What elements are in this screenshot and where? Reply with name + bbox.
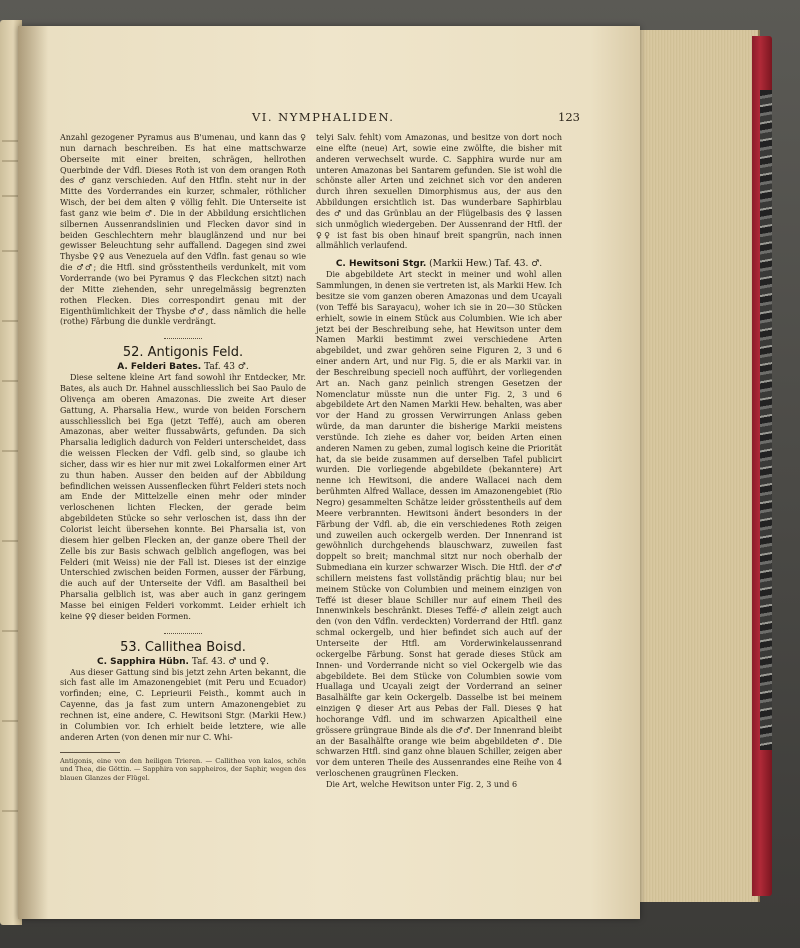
genus-heading-callithea: 53. Callithea Boisd. — [120, 639, 246, 655]
gutter-shadow — [18, 26, 48, 919]
paragraph: Die Art, welche Hewitson unter Fig. 2, 3 und 6 — [326, 779, 518, 789]
section-divider — [60, 334, 306, 340]
species-heading-sapphira — [60, 656, 306, 668]
page-number: 123 — [558, 110, 580, 124]
plate-reference: Taf. 43 ♂. — [204, 362, 249, 373]
paragraph: Die abgebildete Art steckt in meiner und wohl allen Sammlungen, in denen sie vertreten ist, als Markii Hew. Ich besitze sie vom ganzen oberen Amazonas und dem Ucayali (von Teffé bis Sarayacu), woher ich sie in 20—30 Stücken erhielt, sowie in einem Stück aus Columbien. Wie ich aber jetzt bei der Beschreibung sehe, hat Hewitson unter dem Namen Markii bestimmt zwei verschiedene Arten abgebildet, und zwar gehören seine Figuren 2, 3 und 6 einer andern Art, und nur Fig. 5, die er als Markii var. in der Beschreibung speciell noch aufführt, der vorliegenden Art an. Nach ganz peinlich strengen Gesetzen der Nomenclatur müsste nun die unter Fig. 2, 3 und 6 abgebildete Art den Namen Markii Hew. behalten, was aber vor der Hand zu grossen Verwirrungen Anlass geben würde, da man darunter die bisherige Markii meistens verstünde. Ich ziehe es daher vor, beiden Arten einen anderen Namen zu geben, zumal logisch keine die Priorität hat, da sie beide zusammen auf derselben Tafel publicirt wurden. Die vorliegende abgebildete (bekanntere) Art nenne ich Hewitsoni, die andere Wallacei nach dem berühmten Alfred Wallace, dessen im Amazonengebiet (Rio Negro) gesammelten Schätze leider grösstentheils auf dem Meere verbrannten. Hewitsoni ändert besonders in der Färbung der Vdfl. ab, die ein verschiedenes Roth zeigen und zuweilen auch ockergelb werden. Der Innenrand ist gewöhnlich durchgehends blauschwarz, zuweilen fast doppelt so breit; manchmal sitzt nur noch oberhalb der Submediana ein kurzer schwarzer Wisch. Die Htfl. der ♂♂ schillern meistens fast vollständig prächtig blau; nur bei meinem Stücke von Columbien und meinem einzigen von Teffé ist dieser blaue Schiller nur auf einem Theil des Innenwinkels beschränkt. Dieses Teffé-♂ allein zeigt auch den (von den Vdfln. verdeckten) Vorderrand der Htfl. ganz schmal ockergelb, und hier befindet sich auch auf der Unterseite der Htfl. am Vorderwinkelaussenrand ockergelbe Färbung. Sonst hat gerade dieses Stück am Innen- und Vorderrande nicht so viel Ockergelb wie das abgebildete. Bei dem Stücke von Columbien sowie vom Huallaga und Ucayali zeigt der Vorderrand an seiner Basalhälfte gar kein Ockergelb. Dasselbe ist bei meinem einzigen ♀ dieser Art aus Pebas der Fall. Dieses ♀ hat hochorange Vdfl. und im schwarzen Apicaltheil eine grössere grüngraue Binde als die ♂♂. Der Innenrand bleibt an der Basalhälfte orange wie beim abgebildeten ♂. Die schwarzen Htfl. sind ganz ohne blauen Schiller, zeigen aber vor dem unteren Theile des Aussenrandes eine Reihe von 4 verloschenen graugrünen Flecken. — [316, 270, 562, 779]
plate-reference: (Markii Hew.) Taf. 43. ♂. — [429, 259, 543, 270]
species-heading-felderi — [60, 361, 306, 373]
species-name: A. Felderi Bates. — [117, 362, 202, 373]
running-title: VI. NYMPHALIDEN. — [252, 110, 395, 124]
paragraph: Aus dieser Gattung sind bis jetzt zehn Arten bekannt, die sich fast alle im Amazonengebiet (mit Peru und Ecuador) vorfinden; eine, C. Leprieurii Feisth., kommt auch in Cayenne, das ja fast zum untern Amazonengebiet zu rechnen ist, eine andere, C. Hewitsoni Stgr. (Markii Hew.) in Columbien vor. Ich erhielt beide letztere, wie alle anderen Arten (von denen mir nur C. Whi- — [60, 667, 306, 742]
paragraph: Diese seltene kleine Art fand sowohl ihr Entdecker, Mr. Bates, als auch Dr. Hahnel ausschliesslich bei Sao Paulo de Olivença am oberen Amazonas. Die zweite Art dieser Gattung, A. Pharsalia Hew., wurde von beiden Forschern ausschliesslich bei Ega (jetzt Teffé), auch am oberen Amazonas, aber weiter flussabwärts, gefunden. Da sich Pharsalia lediglich dadurch von Felderi unterscheidet, dass die weissen Flecken der Vdfl. gelb sind, so glaube ich sicher, dass wir es hier nur mit zwei Lokalformen einer Art zu thun haben. Ausser den beiden auf der Abbildung befindlichen weissen Aussenflecken führt Felderi stets noch am Ende der Mittelzelle einen mehr oder minder verloschenen lichten Flecken, der gerade beim abgebildeten Stücke so sehr verloschen ist, dass ihn der Colorist leicht übersehen konnte. Bei Pharsalia ist, von diesem hier gelben Flecken an, der ganze obere Theil der Zelle bis zur Basis schwach gelblich angeflogen, was bei Felderi (mit Weiss) nie der Fall ist. Dieses ist der einzige Unterschied zwischen beiden Formen, ausser der Färbung, die auch auf der Unterseite der Vdfl. am Basaltheil bei Pharsalia gelblich ist, was aber auch in ganz geringem Masse bei einigen Felderi vorkommt. Leider erhielt ich keine ♀♀ dieser beiden Formen. — [60, 373, 306, 621]
section-divider — [60, 629, 306, 635]
paragraph: Anzahl gezogener Pyramus aus B'umenau, und kann das ♀ nun darnach beschreiben. Es hat eine mattschwarze Oberseite mit einer breiten, schrägen, hellrothen Querbinde der Vdfl. Dieses Roth ist von dem orangen Roth des ♂ ganz verschieden. Auf den Htfln. steht nur in der Mitte des Vorderrandes ein kurzer, schmaler, röthlicher Wisch, der bei dem alten ♀ völlig fehlt. Die Unterseite ist fast ganz wie beim ♂. Die in der Abbildung ersichtlichen silbernen Aussenrandslinien und Flecken davor sind in beiden Geschlechtern mehr blauglänzend und nur bei gewisser Beleuchtung sehr auffallend. Dagegen sind zwei Thysbe ♀♀ aus Venezuela auf den Vdfln. fast genau so wie die ♂♂; die Htfl. sind grösstentheils verdunkelt, mit vom Vorderrande (wo bei Pyramus ♀ das Fleckchen sitzt) nach der Mitte ziehenden, sehr unregelmässig begrenzten rothen Flecken. Dies correspondirt genau mit der Eigenthümlichkeit der Thysbe ♂♂, dass nämlich die helle (rothe) Färbung die dunkle verdrängt. — [60, 133, 306, 327]
footnote: Antigonis, eine von den heiligen Trieren. — Callithea von kalos, schön und Thea, die Göttin. — Sapphira von sappheiros, der Saphir, wegen des blauen Glanzes der Flügel. — [60, 756, 306, 782]
left-column — [60, 133, 306, 782]
plate-reference: Taf. 43. ♂ und ♀. — [191, 656, 269, 667]
page-header — [60, 110, 580, 126]
paragraph: telyi Salv. fehlt) vom Amazonas, und besitze von dort noch eine elfte (neue) Art, sowie eine zwölfte, die bisher mit anderen verwechselt wurde. C. Sapphira wurde nur am unteren Amazonas bei Santarem gefunden. Sie ist wohl die schönste aller Arten und zeichnet sich vor den anderen durch ihren sexuellen Dimorphismus aus, der aus den Abbildungen ersichtlich ist. Das wunderbare Saphirblau des ♂ und das Grünblau an der Flügelbasis des ♀ lassen sich unmöglich wiedergeben. Der Aussenrand der Htfl. der ♀♀ ist fast bis oben hinauf breit spangrün, nach innen allmählich verlaufend. — [316, 133, 562, 251]
species-heading-hewitsoni — [316, 258, 562, 270]
right-column — [316, 133, 562, 791]
page-block-edges — [634, 30, 760, 902]
marbled-endpaper — [760, 90, 772, 750]
species-name: C. Sapphira Hübn. — [97, 656, 189, 667]
footnote-rule — [60, 752, 120, 753]
species-name: C. Hewitsoni Stgr. — [335, 259, 427, 270]
genus-heading-antigonis: 52. Antigonis Feld. — [122, 345, 244, 361]
